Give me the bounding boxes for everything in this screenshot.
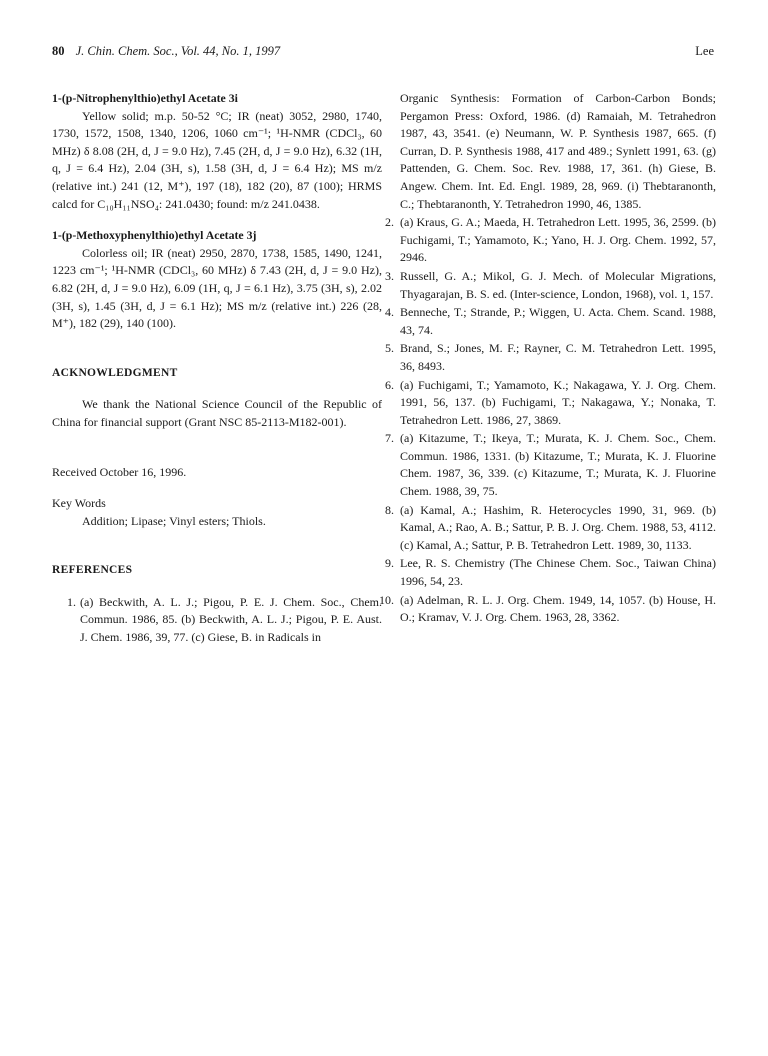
reference-number: 10.	[379, 592, 394, 607]
reference-item	[386, 430, 716, 500]
left-column	[52, 90, 382, 648]
reference-item	[386, 340, 716, 375]
reference-number: 3.	[385, 268, 394, 283]
page-number: 80	[52, 44, 65, 58]
reference-item	[386, 268, 716, 303]
acknowledgment-text: We thank the National Science Council of the Republic of China for financial support (Grant NSC 85-2113-M182-001).	[52, 397, 382, 429]
reference-item	[379, 592, 716, 627]
reference-number: 4.	[385, 305, 394, 320]
keywords-list: Addition; Lipase; Vinyl esters; Thiols.	[82, 513, 266, 528]
reference-number: 5.	[385, 341, 394, 356]
reference-text: Organic Synthesis: Formation of Carbon-Carbon Bonds; Pergamon Press: Oxford, 1986. (d) Ramaiah, M. Tetrahedron 1987, 43, 3541. (e) Neumann, W. P. Synthesis 1987, 665. (f) Curran, D. P. Synthesis 1988, 417 and 489.; Synlett 1991, 63. (g) Pattenden, G. Chem. Soc. Rev. 1988, 17, 361. (h) Giese, B. Angew. Chem. Int. Ed. Engl. 1989, 28, 969. (i) Thebtaranonth, C.; Thebtaranonth, Y. Tetrahedron 1990, 46, 1385.	[400, 91, 716, 211]
keywords-heading: Key Words	[52, 496, 106, 511]
reference-text: (a) Kraus, G. A.; Maeda, H. Tetrahedron Lett. 1995, 36, 2599. (b) Fuchigami, T.; Yamamoto, K.; Yano, H. J. Org. Chem. 1992, 57, 2946.	[400, 215, 716, 265]
running-header	[52, 44, 714, 62]
reference-text: Lee, R. S. Chemistry (The Chinese Chem. Soc., Taiwan China) 1996, 54, 23.	[400, 556, 716, 589]
reference-item	[52, 594, 382, 647]
reference-item	[386, 555, 716, 590]
reference-item	[386, 214, 716, 267]
acknowledgment-heading: ACKNOWLEDGMENT	[52, 366, 178, 379]
reference-text: Benneche, T.; Strande, P.; Wiggen, U. Acta. Chem. Scand. 1988, 43, 74.	[400, 305, 716, 337]
reference-text: (a) Kitazume, T.; Ikeya, T.; Murata, K. J. Chem. Soc., Chem. Commun. 1986, 1331. (b) Kitazume, T.; Murata, K. J. Fluorine Chem. 1987, 36, 339. (c) Kitazume, T.; Murata, K. J. Fluorine Chem. 1988, 39, 75.	[400, 431, 716, 499]
compound-3i-data: Yellow solid; m.p. 50-52 °C; IR (neat) 3052, 2980, 1740, 1730, 1572, 1508, 1340, 1206, 1060 cm⁻¹; ¹H-NMR (CDCl₃, 60 MHz) δ 8.08 (2H, d, J = 9.0 Hz), 7.45 (2H, d, J = 9.0 Hz), 6.32 (1H, q, J = 6.4 Hz), 2.04 (3H, s), 1.58 (3H, d, J = 6.4 Hz); MS m/z (relative int.) 241 (12, M⁺), 197 (18), 182 (20), 87 (100); HRMS calcd for C₁₀H₁₁NSO₄: 241.0430; found: m/z 241.0438.	[52, 108, 382, 211]
reference-number: 1.	[67, 594, 76, 609]
reference-item	[386, 377, 716, 430]
journal-citation: J. Chin. Chem. Soc., Vol. 44, No. 1, 1997	[75, 44, 281, 58]
compound-3j-title: 1-(p-Methoxyphenylthio)ethyl Acetate 3j	[52, 228, 257, 243]
received-date: Received October 16, 1996.	[52, 464, 187, 479]
reference-text: (a) Kamal, A.; Hashim, R. Heterocycles 1990, 31, 969. (b) Kamal, A.; Rao, A. B.; Sattur, P. B. J. Org. Chem. 1988, 53, 4112. (c) Kamal, A.; Sattur, P. B. Tetrahedron Lett. 1989, 30, 1133.	[400, 502, 716, 552]
reference-text: (a) Adelman, R. L. J. Org. Chem. 1949, 14, 1057. (b) House, H. O.; Kramav, V. J. Org. Chem. 1963, 28, 3362.	[400, 592, 716, 625]
references-heading: REFERENCES	[52, 564, 133, 577]
reference-text: Brand, S.; Jones, M. F.; Rayner, C. M. Tetrahedron Lett. 1995, 36, 8493.	[400, 341, 716, 373]
reference-text: (a) Beckwith, A. L. J.; Pigou, P. E. J. Chem. Soc., Chem. Commun. 1986, 85. (b) Beckwith, A. L. J.; Pigou, P. E. Aust. J. Chem. 1986, 39, 77. (c) Giese, B. in Radicals in	[80, 594, 382, 645]
reference-text: Russell, G. A.; Mikol, G. J. Mech. of Molecular Migrations, Thyagarajan, B. S. ed. (Inter-science, London, 1968), vol. 1, 157.	[400, 268, 716, 301]
reference-number: 6.	[385, 377, 394, 392]
reference-number: 8.	[385, 502, 394, 517]
right-column	[379, 90, 716, 628]
reference-item-continued	[386, 90, 716, 213]
reference-number: 7.	[385, 431, 394, 446]
reference-item	[386, 304, 716, 339]
running-author: Lee	[695, 44, 714, 58]
compound-3j-data: Colorless oil; IR (neat) 2950, 2870, 1738, 1585, 1490, 1241, 1223 cm⁻¹; ¹H-NMR (CDCl₃, 60 MHz) δ 7.43 (2H, d, J = 9.0 Hz), 6.82 (2H, d, J = 9.0 Hz), 6.09 (1H, q, J = 6.1 Hz), 3.75 (3H, s), 2.02 (3H, s), 1.45 (3H, d, J = 6.1 Hz); MS m/z (relative int.) 226 (28, M⁺), 182 (29), 140 (100).	[52, 245, 382, 331]
compound-3i-title: 1-(p-Nitrophenylthio)ethyl Acetate 3i	[52, 91, 238, 105]
reference-number: 9.	[385, 556, 394, 571]
reference-item	[386, 502, 716, 555]
reference-text: (a) Fuchigami, T.; Yamamoto, K.; Nakagawa, Y. J. Org. Chem. 1991, 56, 137. (b) Fuchigami, T.; Nakagawa, Y.; Nonaka, T. Tetrahedron Lett. 1986, 27, 3869.	[400, 377, 716, 427]
reference-number: 2.	[385, 215, 394, 230]
